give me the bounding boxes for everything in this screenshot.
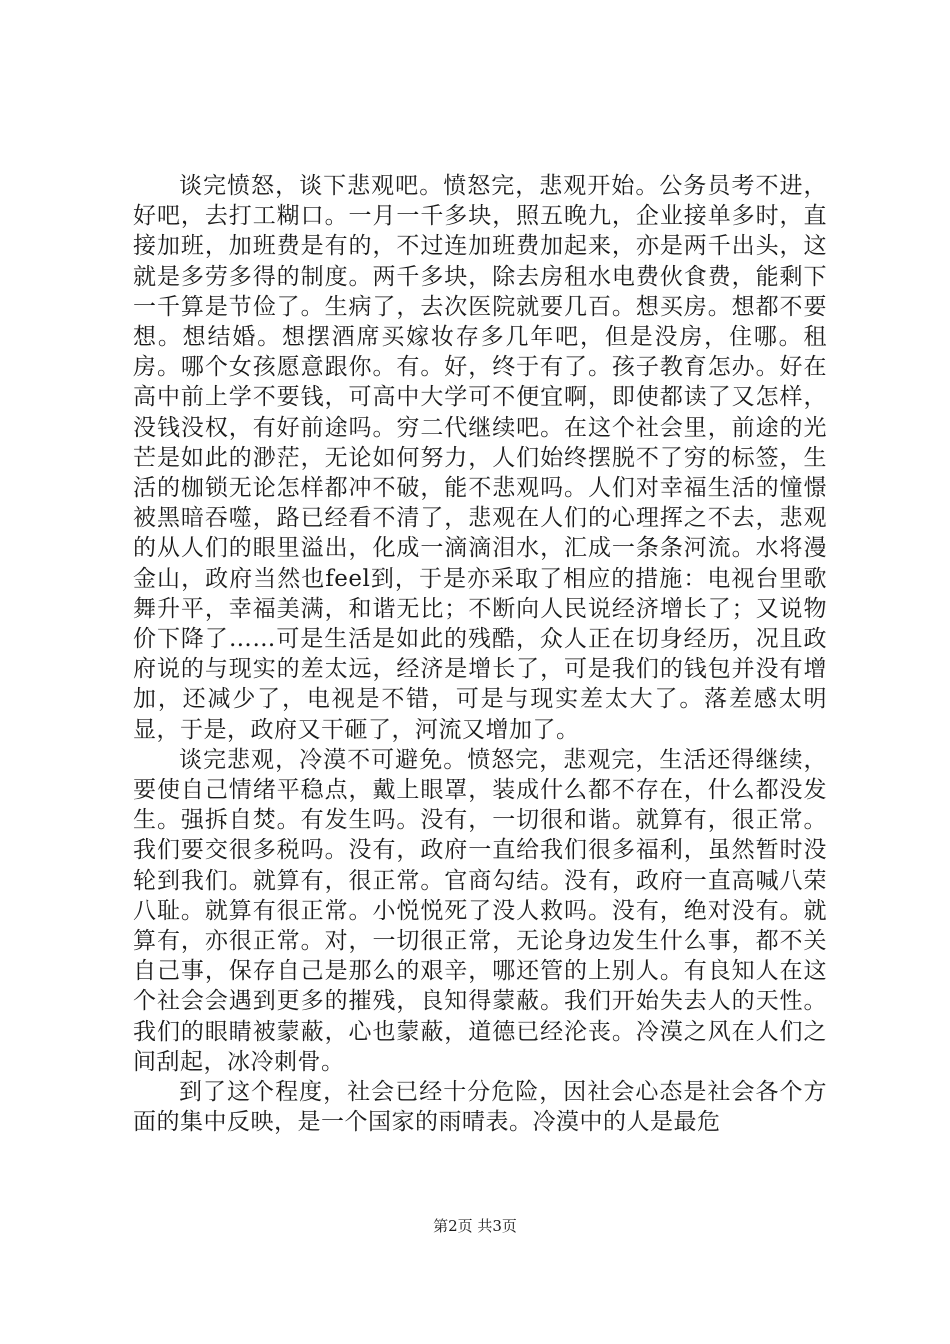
page-number: 第2页 共3页 — [433, 1217, 517, 1235]
paragraph-pessimism: 谈完愤怒，谈下悲观吧。愤怒完，悲观开始。公务员考不进，好吧，去打工糊口。一月一千多块，照五晚九，企业接单多时，直接加班，加班费是有的，不过连加班费加起来，亦是两千出头，这就是多劳多得的制度。两千多块，除去房租水电费伙食费，能剩下一千算是节俭了。生病了，去次医院就要几百。想买房。想都不要想。想结婚。想摆酒席买嫁妆存多几年吧，但是没房，住哪。租房。哪个女孩愿意跟你。有。好，终于有了。孩子教育怎办。好在高中前上学不要钱，可高中大学可不便宜啊，即使都读了又怎样，没钱没权，有好前途吗。穷二代继续吧。在这个社会里，前途的光芒是如此的渺茫，无论如何努力，人们始终摆脱不了穷的标签，生活的枷锁无论怎样都冲不破，能不悲观吗。人们对幸福生活的憧憬被黑暗吞噬，路已经看不清了，悲观在人们的心理挥之不去，悲观的从人们的眼里溢出，化成一滴滴泪水，汇成一条条河流。水将漫金山，政府当然也feel到，于是亦采取了相应的措施：电视台里歌舞升平，幸福美满，和谐无比；不断向人民说经济增长了；又说物价下降了……可是生活是如此的残酷，众人正在切身经历，况且政府说的与现实的差太远，经济是增长了，可是我们的钱包并没有增加，还减少了，电视是不错，可是与现实差太大了。落差感太明显，于是，政府又干砸了，河流又增加了。 — [133, 173, 827, 743]
paragraph-danger: 到了这个程度，社会已经十分危险，因社会心态是社会各个方面的集中反映，是一个国家的雨晴表。冷漠中的人是最危 — [133, 1079, 827, 1136]
page-footer — [0, 1215, 950, 1236]
body-text — [133, 171, 827, 1138]
paragraph-indifference: 谈完悲观，冷漠不可避免。愤怒完，悲观完，生活还得继续，要使自己情绪平稳点，戴上眼罩，装成什么都不存在，什么都没发生。强拆自焚。有发生吗。没有，一切很和谐。就算有，很正常。我们要交很多税吗。没有，政府一直给我们很多福利，虽然暂时没轮到我们。就算有，很正常。官商勾结。没有，政府一直高喊八荣八耻。就算有很正常。小悦悦死了没人救吗。没有，绝对没有。就算有，亦很正常。对，一切很正常，无论身边发生什么事，都不关自己事，保存自己是那么的艰辛，哪还管的上别人。有良知人在这个社会会遇到更多的摧残，良知得蒙蔽。我们开始失去人的天性。我们的眼睛被蒙蔽，心也蒙蔽，道德已经沦丧。冷漠之风在人们之间刮起，冰冷刺骨。 — [133, 746, 827, 1075]
